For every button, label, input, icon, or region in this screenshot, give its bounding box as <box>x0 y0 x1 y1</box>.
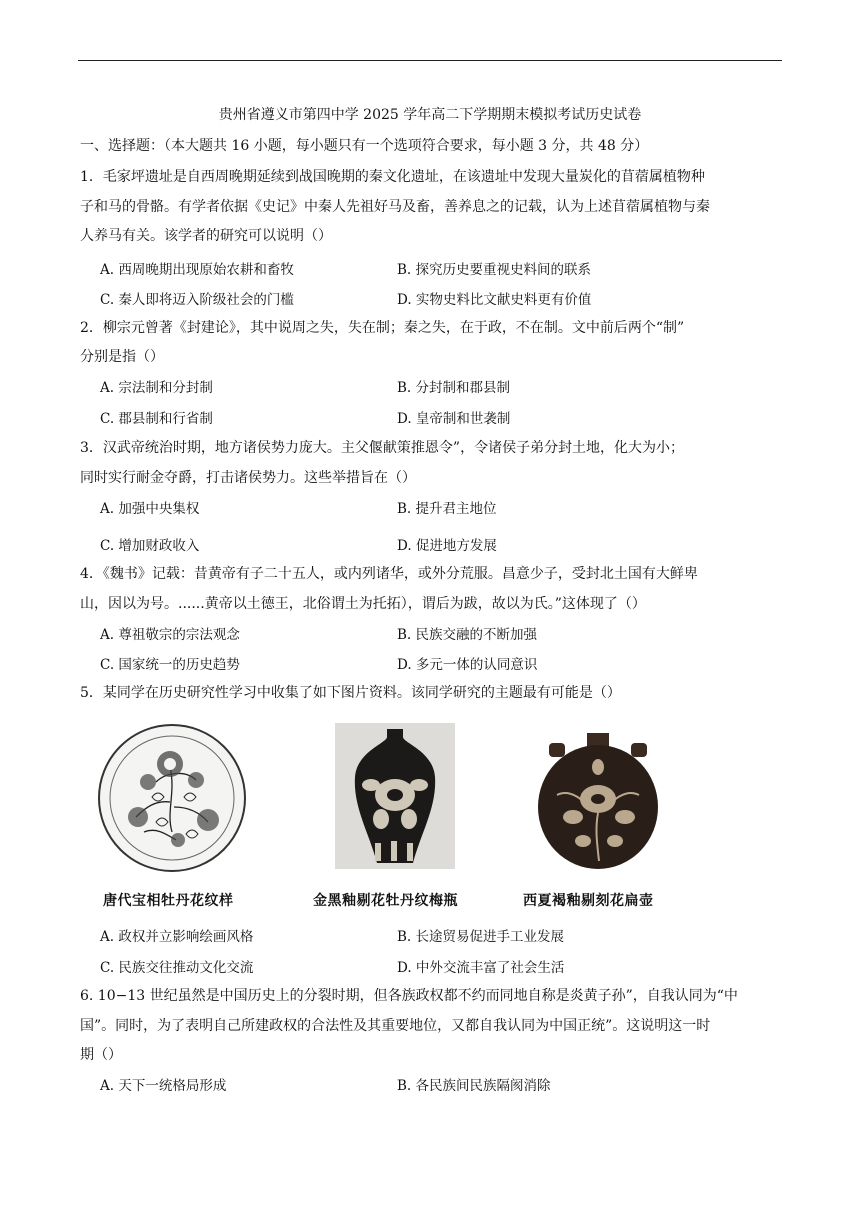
q3-option-b[interactable]: B. 提升君主地位 <box>397 501 497 517</box>
q3-option-c[interactable]: C. 增加财政收入 <box>100 538 200 554</box>
q4-line-1: 4．《魏书》记载：昔黄帝有子二十五人，或内列诸华，或外分荒服。昌意少子，受封北土国有大鲜卑 <box>80 566 698 582</box>
caption-1: 唐代宝相牡丹花纹样 <box>103 893 234 909</box>
q3-option-d[interactable]: D. 促进地方发展 <box>397 538 497 554</box>
q1-option-d[interactable]: D. 实物史料比文献史料更有价值 <box>397 292 592 308</box>
q2-line-1: 2．柳宗元曾著《封建论》，其中说周之失，失在制；秦之失，在于政，不在制。文中前后两个“制” <box>80 320 685 336</box>
q5-line-1: 5．某同学在历史研究性学习中收集了如下图片资料。该同学研究的主题最有可能是（） <box>80 685 621 701</box>
q6-line-2: 国”。同时，为了表明自己所建政权的合法性及其重要地位，又都自我认同为中国正统”。这说明这一时 <box>80 1018 711 1034</box>
caption-3: 西夏褐釉剔刻花扁壶 <box>523 893 654 909</box>
q1-option-a[interactable]: A. 西周晚期出现原始农耕和畜牧 <box>100 262 294 278</box>
q3-line-1: 3．汉武帝统治时期，地方诸侯势力庞大。主父偃献策推恩令”，令诸侯子弟分封土地，化大为小； <box>80 440 685 456</box>
q6-option-b[interactable]: B. 各民族间民族隔阂消除 <box>397 1078 551 1094</box>
q3-line-2: 同时实行耐金夺爵，打击诸侯势力。这些举措旨在（） <box>80 470 416 486</box>
q2-line-2: 分别是指（） <box>80 349 164 365</box>
q1-line-3: 人养马有关。该学者的研究可以说明（） <box>80 228 332 244</box>
q2-option-c[interactable]: C. 郡县制和行省制 <box>100 411 213 427</box>
q6-line-1: 6. 10−13 世纪虽然是中国历史上的分裂时期，但各族政权都不约而同地自称是炎黄子孙”，自我认同为“中 <box>80 988 738 1004</box>
q1-line-1: 1．毛家坪遗址是自西周晚期延续到战国晚期的秦文化遗址，在该遗址中发现大量炭化的苜蓿属植物种 <box>80 169 705 185</box>
q4-option-b[interactable]: B. 民族交融的不断加强 <box>397 627 538 643</box>
q5-option-b[interactable]: B. 长途贸易促进手工业发展 <box>397 929 565 945</box>
q2-option-d[interactable]: D. 皇帝制和世袭制 <box>397 411 511 427</box>
jin-black-glaze-vase-image <box>335 723 455 869</box>
q5-option-c[interactable]: C. 民族交往推动文化交流 <box>100 960 254 976</box>
q6-option-a[interactable]: A. 天下一统格局形成 <box>100 1078 227 1094</box>
q5-option-d[interactable]: D. 中外交流丰富了社会生活 <box>397 960 565 976</box>
caption-2: 金黑釉剔花牡丹纹梅瓶 <box>313 893 458 909</box>
q5-option-a[interactable]: A. 政权并立影响绘画风格 <box>100 929 254 945</box>
q4-option-d[interactable]: D. 多元一体的认同意识 <box>397 657 538 673</box>
q3-option-a[interactable]: A. 加强中央集权 <box>100 501 200 517</box>
header-rule <box>78 60 782 61</box>
tang-peony-pattern-image <box>96 722 248 874</box>
q4-option-c[interactable]: C. 国家统一的历史趋势 <box>100 657 240 673</box>
xixia-brown-glaze-flask-image <box>535 733 661 871</box>
q1-option-c[interactable]: C. 秦人即将迈入阶级社会的门槛 <box>100 292 294 308</box>
q2-option-b[interactable]: B. 分封制和郡县制 <box>397 380 511 396</box>
section-heading: 一、选择题：（本大题共 16 小题，每小题只有一个选项符合要求，每小题 3 分，共 48 分） <box>80 138 649 154</box>
q1-line-2: 子和马的骨骼。有学者依据《史记》中秦人先祖好马及畜，善养息之的记载，认为上述苜蓿属植物与秦 <box>80 199 710 215</box>
exam-title: 贵州省遵义市第四中学 2025 学年高二下学期期末模拟考试历史试卷 <box>218 107 642 123</box>
q4-option-a[interactable]: A. 尊祖敬宗的宗法观念 <box>100 627 240 643</box>
q6-line-3: 期（） <box>80 1047 122 1063</box>
q1-option-b[interactable]: B. 探究历史要重视史料间的联系 <box>397 262 592 278</box>
q2-option-a[interactable]: A. 宗法制和分封制 <box>100 380 213 396</box>
q4-line-2: 山，因以为号。......黄帝以土德王，北俗谓土为托拓），谓后为跋，故以为氏。”这体现了（） <box>80 596 646 612</box>
